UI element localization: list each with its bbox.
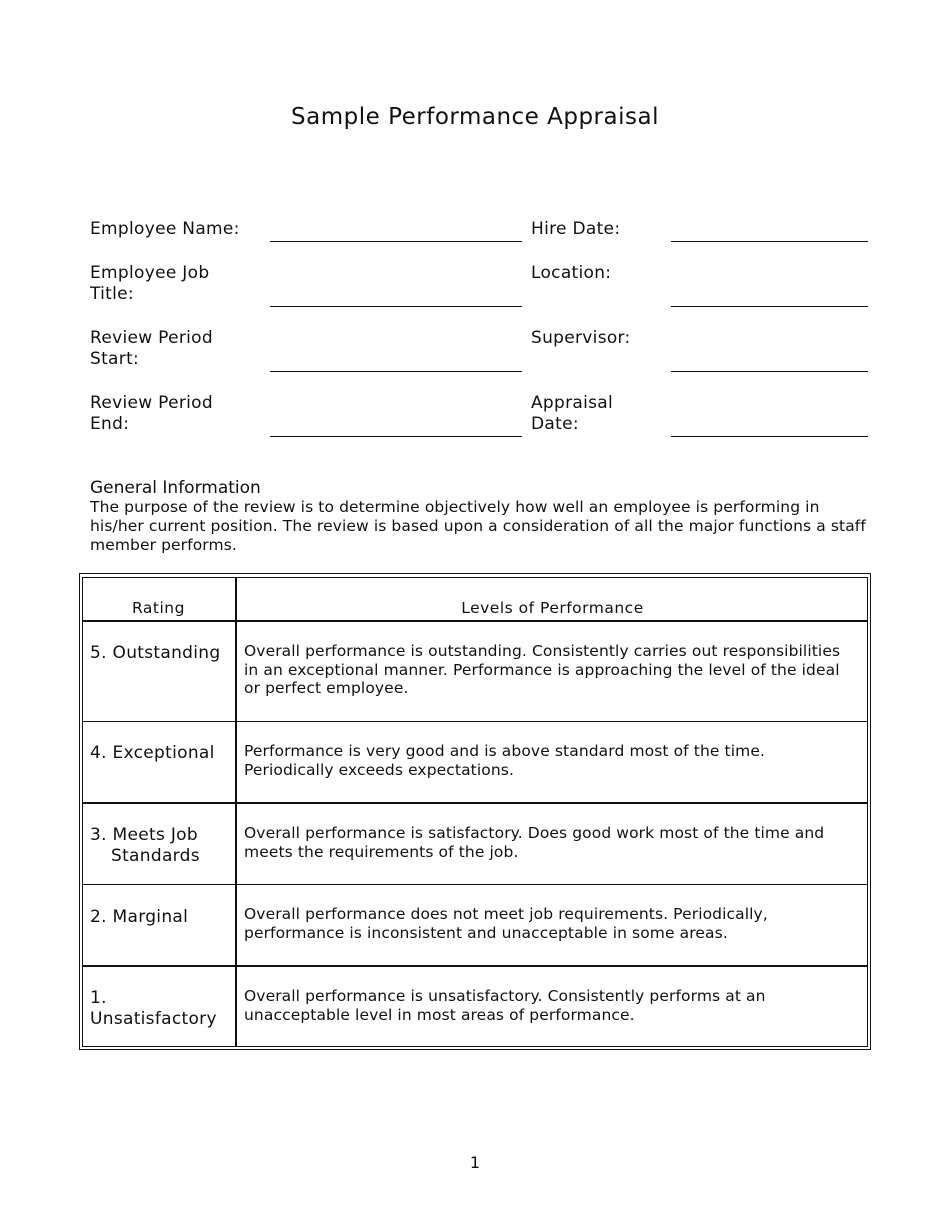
hire-date-label: Hire Date: <box>531 219 621 239</box>
rating-header: Rating <box>132 599 185 617</box>
page-number: 1 <box>469 1153 481 1172</box>
appraisal-date-field[interactable] <box>671 436 868 437</box>
levels-header: Levels of Performance <box>461 599 644 617</box>
supervisor-label: Supervisor: <box>531 328 631 348</box>
employee-name-label: Employee Name: <box>90 219 240 239</box>
table-row-divider <box>82 721 868 722</box>
rating-outstanding: 5. Outstanding <box>90 643 221 663</box>
rating-unsatisfactory <box>90 988 217 1030</box>
rating-exceptional: 4. Exceptional <box>90 743 215 763</box>
table-column-divider <box>235 577 237 1047</box>
table-row-divider <box>82 802 868 804</box>
desc-marginal: Overall performance does not meet job requirements. Periodically, performance is inconsistent and unacceptable in some areas. <box>244 905 768 942</box>
desc-exceptional: Performance is very good and is above standard most of the time. Periodically exceeds expectations. <box>244 742 765 779</box>
review-start-field[interactable] <box>270 371 522 372</box>
review-end-label: Review Period End: <box>90 393 213 434</box>
general-info-body: The purpose of the review is to determine objectively how well an employee is performing in his/her current position. The review is based upon a consideration of all the major functions a staff member performs. <box>90 498 866 554</box>
rating-meets-standards <box>90 825 210 867</box>
job-title-label: Employee Job Title: <box>90 263 210 304</box>
supervisor-field[interactable] <box>671 371 868 372</box>
job-title-field[interactable] <box>270 306 522 307</box>
table-row-divider <box>82 965 868 967</box>
review-end-field[interactable] <box>270 436 522 437</box>
rating-meets-standards-label: 3. Meets Job Standards <box>90 825 200 866</box>
employee-name-field[interactable] <box>270 241 522 242</box>
page-title: Sample Performance Appraisal <box>291 104 659 130</box>
general-info-heading: General Information <box>90 478 261 498</box>
desc-unsatisfactory: Overall performance is unsatisfactory. Consistently performs at an unacceptable level in most areas of performance. <box>244 987 766 1024</box>
table-header-divider <box>82 620 868 622</box>
desc-meets-standards: Overall performance is satisfactory. Does good work most of the time and meets the requirements of the job. <box>244 824 825 861</box>
hire-date-field[interactable] <box>671 241 868 242</box>
appraisal-date-label: Appraisal Date: <box>531 393 614 434</box>
rating-unsatisfactory-label: 1. Unsatisfactory <box>90 988 217 1029</box>
location-label: Location: <box>531 263 612 283</box>
desc-outstanding: Overall performance is outstanding. Consistently carries out responsibilities in an exceptional manner. Performance is approaching the level of the ideal or perfect employee. <box>244 642 841 697</box>
review-start-label: Review Period Start: <box>90 328 213 369</box>
rating-marginal: 2. Marginal <box>90 907 189 927</box>
table-row-divider <box>82 884 868 885</box>
location-field[interactable] <box>671 306 868 307</box>
